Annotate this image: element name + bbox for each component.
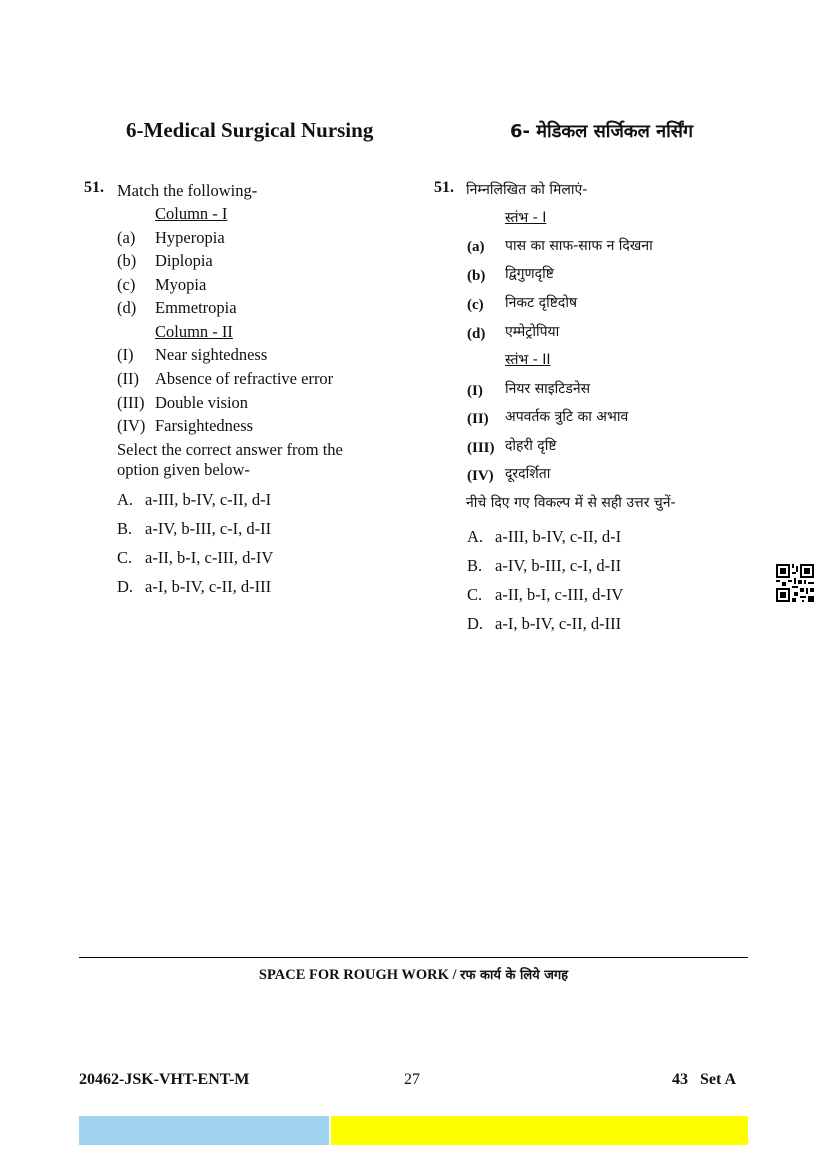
rough-work-hi: रफ कार्य के लिये जगह: [460, 968, 569, 983]
col2-label-1-hi: (I): [467, 383, 483, 399]
title-hindi: 6- मेडिकल सर्जिकल नर्सिंग: [510, 121, 694, 142]
col2-label-1: (I): [117, 345, 134, 364]
page-number: 27: [404, 1071, 420, 1088]
col2-label-2-hi: (II): [467, 411, 489, 427]
option-text-b-en: a-IV, b-III, c-I, d-II: [145, 519, 272, 538]
col1-text-d-hi: एम्मेट्रोपिया: [505, 324, 560, 340]
option-text-b-hi: a-IV, b-III, c-I, d-II: [495, 556, 622, 575]
rough-work-divider: [79, 957, 748, 958]
col1-label-a-hi: (a): [467, 239, 485, 255]
col1-label-b-hi: (b): [467, 268, 486, 284]
col2-text-4-hi: दूरदर्शिता: [505, 466, 551, 482]
option-text-d-hi: a-I, b-IV, c-II, d-III: [495, 614, 622, 633]
col1-label-d: (d): [117, 298, 137, 317]
question-stem-hi: निम्नलिखित को मिलाएं-: [466, 182, 588, 198]
paper-code: 20462-JSK-VHT-ENT-M: [79, 1071, 250, 1088]
option-label-a-en: A.: [117, 490, 134, 509]
col2-text-2: Absence of refractive error: [155, 369, 334, 388]
option-label-d-hi: D.: [467, 614, 484, 633]
col1-text-c: Myopia: [155, 275, 207, 294]
instruction-en-line2: option given below-: [117, 460, 250, 479]
qr-code-icon: [776, 564, 814, 602]
col1-text-c-hi: निकट दृष्टिदोष: [505, 295, 578, 311]
column1-heading-en: Column - I: [155, 204, 228, 223]
title-english: 6-Medical Surgical Nursing: [126, 118, 374, 142]
col2-label-2: (II): [117, 369, 139, 388]
col2-text-1-hi: नियर साइटिडनेस: [505, 381, 591, 397]
col2-text-4: Farsightedness: [155, 416, 254, 435]
col1-label-c: (c): [117, 275, 136, 294]
col2-label-4: (IV): [117, 416, 146, 435]
option-text-a-hi: a-III, b-IV, c-II, d-I: [495, 527, 622, 546]
col2-text-1: Near sightedness: [155, 345, 268, 364]
col1-label-a: (a): [117, 228, 136, 247]
col1-label-c-hi: (c): [467, 297, 484, 313]
footer-bar-yellow: [331, 1116, 748, 1145]
option-text-c-hi: a-II, b-I, c-III, d-IV: [495, 585, 624, 604]
instruction-en-line1: Select the correct answer from the: [117, 440, 343, 459]
rough-work-label: [79, 965, 748, 984]
option-label-d-en: D.: [117, 577, 134, 596]
col1-text-a-hi: पास का साफ-साफ न दिखना: [505, 238, 653, 254]
column2-heading-en: Column - II: [155, 322, 233, 341]
instruction-hi: नीचे दिए गए विकल्प में से सही उत्तर चुनें-: [466, 495, 676, 511]
option-label-b-en: B.: [117, 519, 133, 538]
col2-text-3-hi: दोहरी दृष्टि: [505, 438, 557, 454]
column1-heading-hi: स्तंभ - I: [505, 210, 547, 226]
option-label-b-hi: B.: [467, 556, 483, 575]
footer-bar-blue: [79, 1116, 329, 1145]
col2-label-3: (III): [117, 393, 145, 412]
option-text-c-en: a-II, b-I, c-III, d-IV: [145, 548, 274, 567]
col2-label-3-hi: (III): [467, 440, 495, 456]
col2-label-4-hi: (IV): [467, 468, 494, 484]
question-stem-en: Match the following-: [117, 181, 258, 200]
option-label-a-hi: A.: [467, 527, 484, 546]
question-number-en: 51.: [84, 179, 104, 196]
option-text-a-en: a-III, b-IV, c-II, d-I: [145, 490, 272, 509]
col1-label-d-hi: (d): [467, 326, 486, 342]
col2-text-2-hi: अपवर्तक त्रुटि का अभाव: [505, 409, 629, 425]
option-label-c-en: C.: [117, 548, 133, 567]
col1-label-b: (b): [117, 251, 137, 270]
col2-text-3: Double vision: [155, 393, 249, 412]
col1-text-d: Emmetropia: [155, 298, 237, 317]
option-label-c-hi: C.: [467, 585, 483, 604]
question-number-hi: 51.: [434, 179, 454, 196]
col1-text-b: Diplopia: [155, 251, 213, 270]
col1-text-b-hi: द्विगुणदृष्टि: [505, 266, 554, 282]
rough-work-en: SPACE FOR ROUGH WORK /: [258, 967, 461, 983]
col1-text-a: Hyperopia: [155, 228, 225, 247]
set-label: 43 Set A: [672, 1071, 736, 1088]
column2-heading-hi: स्तंभ - II: [505, 352, 551, 368]
option-text-d-en: a-I, b-IV, c-II, d-III: [145, 577, 272, 596]
